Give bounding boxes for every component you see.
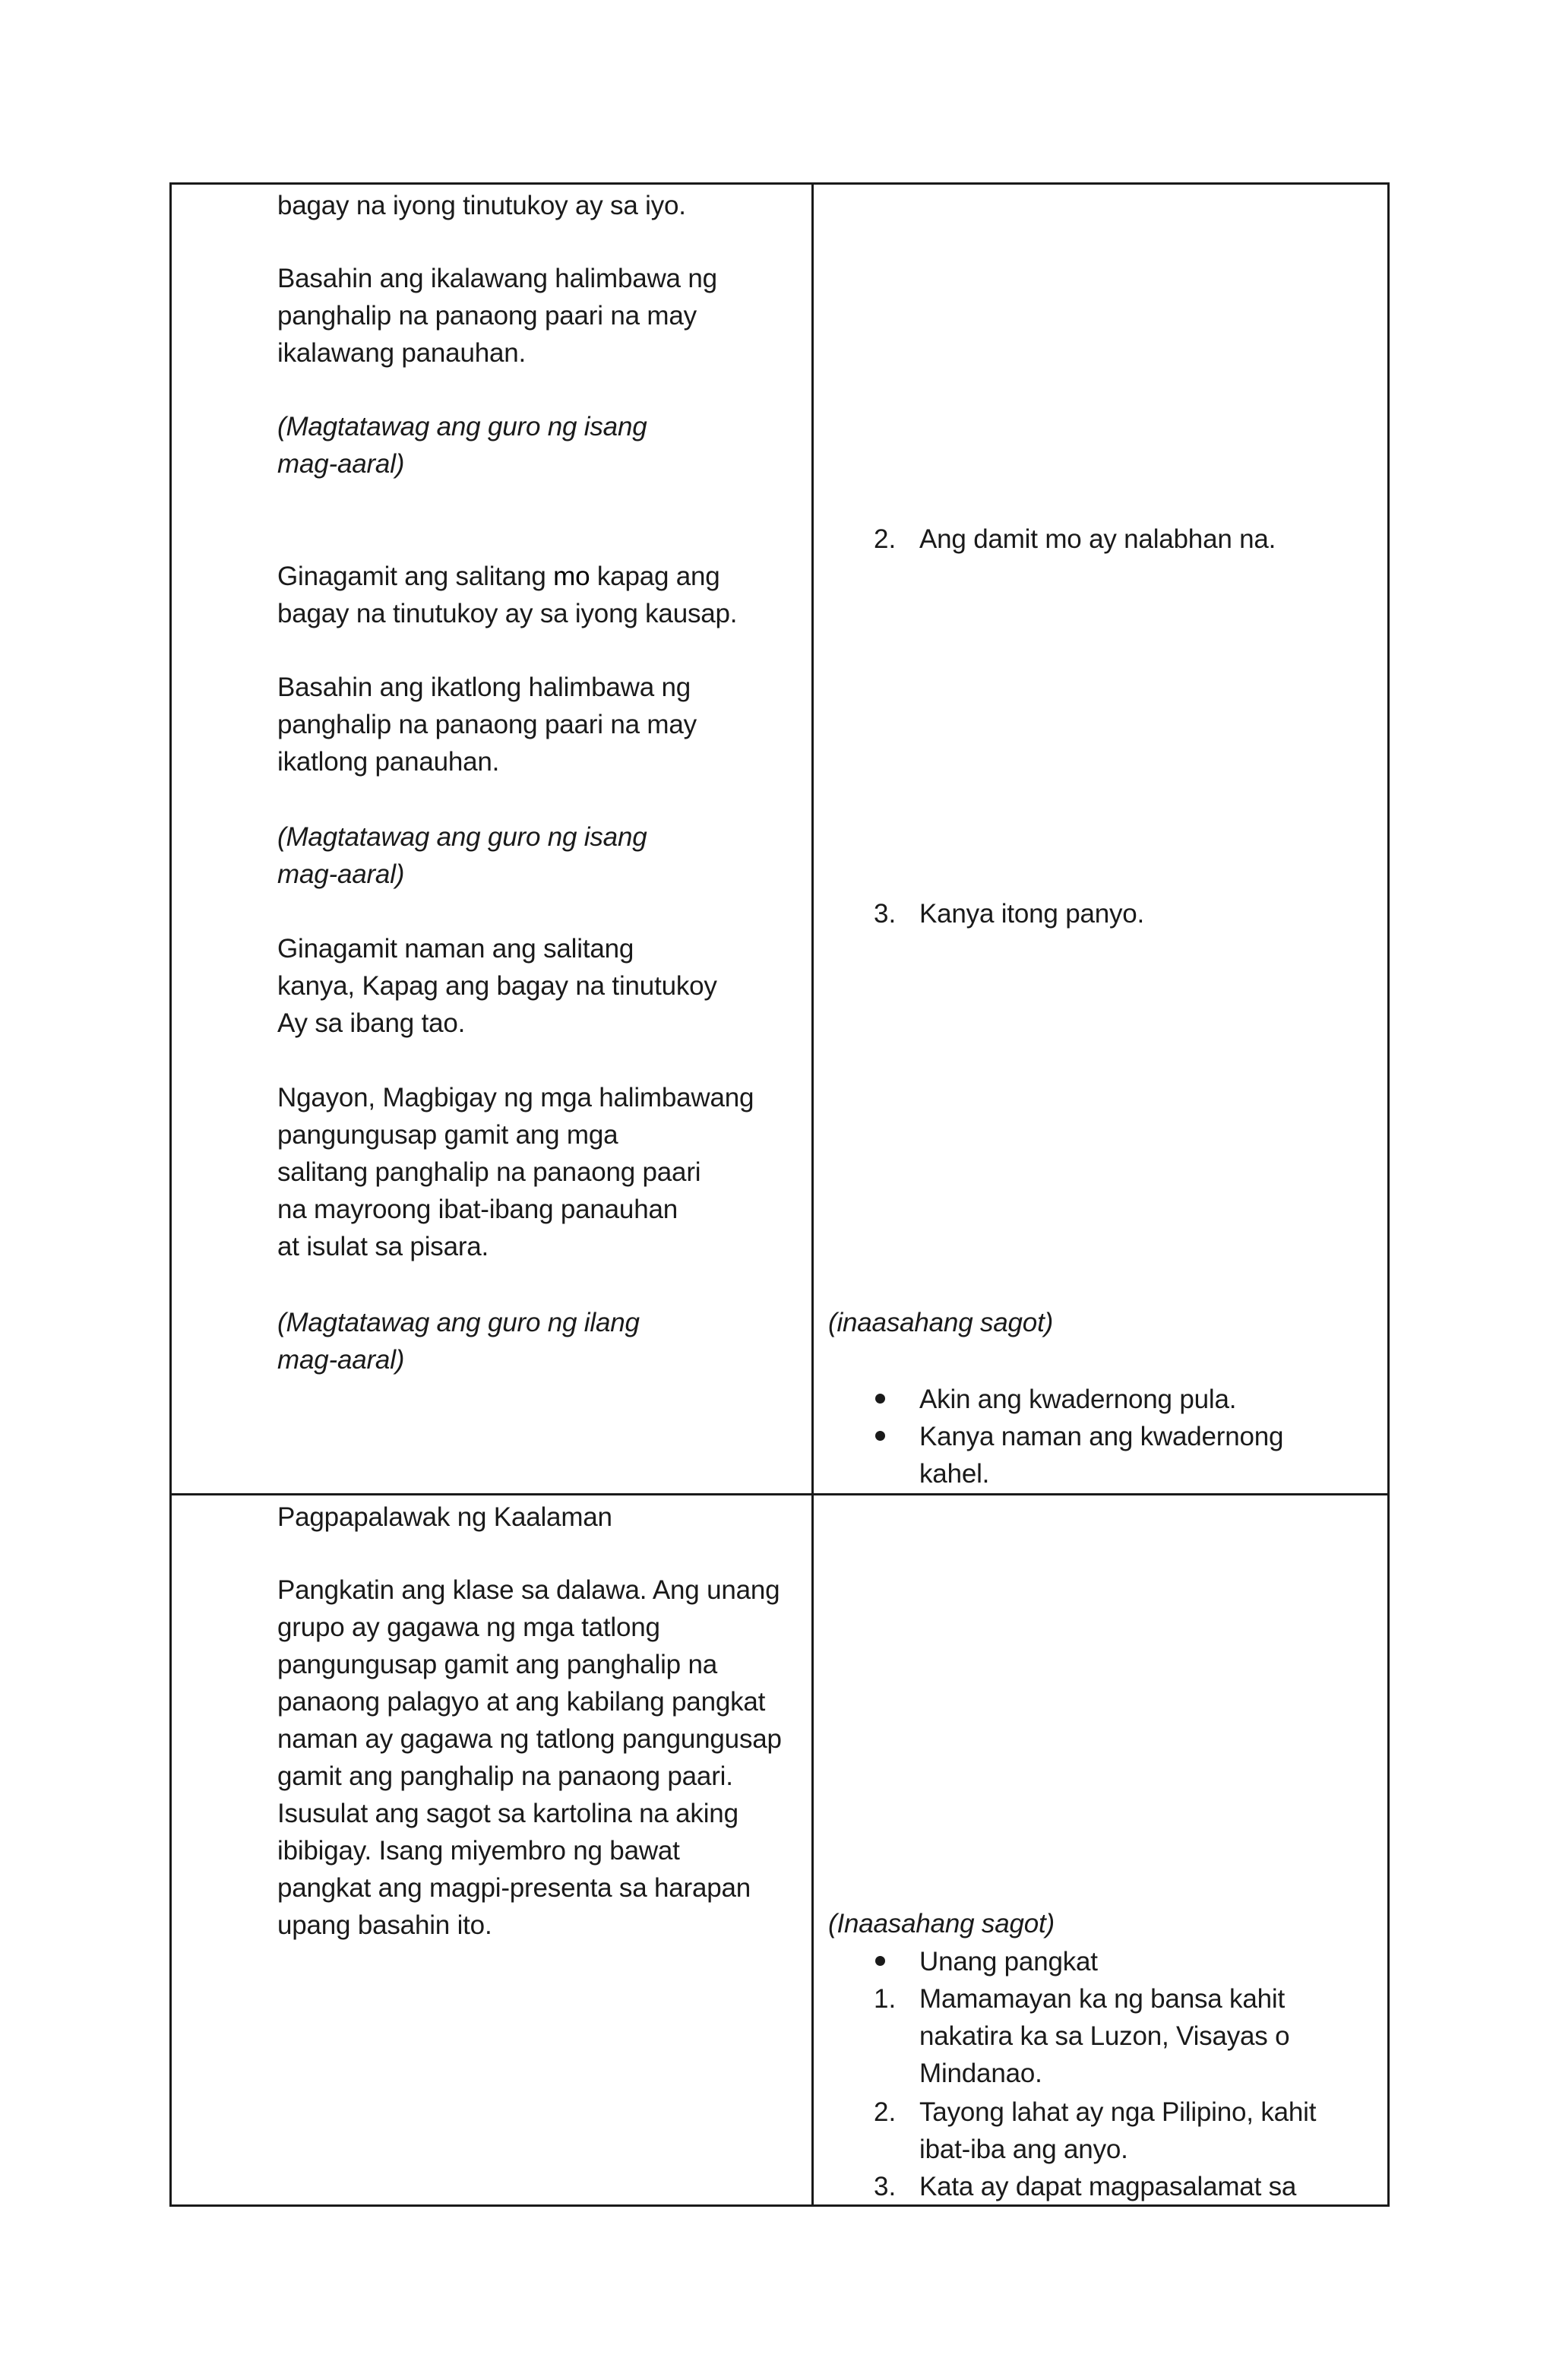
paragraph-line: Basahin ang ikatlong halimbawa ng [277,673,691,702]
text-run: Ginagamit ang salitang [277,562,554,591]
paragraph-line: pangungusap gamit ang mga [277,1120,618,1150]
list-item-continuation [919,2018,1289,2055]
paragraph-line: salitang panghalip na panaong paari [277,1157,701,1187]
highlight-word: kanya, [277,971,355,1001]
list-item [919,521,1276,558]
table-left-border [169,182,172,2207]
teacher-note: mag-aaral) [277,859,405,889]
paragraph-line: Ay sa ibang tao. [277,1008,466,1038]
list-item [919,895,1144,932]
paragraph-line: na mayroong ibat-ibang panauhan [277,1195,678,1224]
paragraph-line: ikalawang panauhan. [277,338,527,368]
paragraph-line: bagay na iyong tinutukoy ay sa iyo. [277,191,686,220]
text-run: Kapag ang bagay na tinutukoy [354,971,717,1001]
paragraph-line: pangkat ang magpi-presenta sa harapan [277,1873,751,1903]
list-item [919,2168,1296,2205]
text-run: ay nalabhan na. [1081,524,1276,554]
list-number: 2. [874,524,897,554]
paragraph-line: Ngayon, Magbigay ng mga halimbawang [277,1083,754,1112]
paragraph-line: ikatlong panauhan. [277,747,500,777]
paragraph-line: Ginagamit naman ang salitang [277,934,634,964]
text-run: sa Luzon, Visayas o [1048,2021,1290,2051]
table-top-border [169,182,1390,185]
paragraph-line: ibibigay. Isang miyembro ng bawat [277,1836,680,1866]
paragraph-line: grupo ay gagawa ng mga tatlong [277,1613,660,1642]
highlight-word: mo [553,562,590,591]
paragraph-line: panghalip na panaong paari na may [277,301,697,331]
text-run: ay dapat magpasalamat sa [973,2172,1297,2201]
teacher-note: (Magtatawag ang guro ng ilang [277,1308,640,1337]
highlight-word: ka [1020,2021,1048,2051]
bullet-icon [875,1431,885,1441]
teacher-note: (Magtatawag ang guro ng isang [277,412,647,442]
highlight-word: mo [1045,524,1082,554]
text-run: kapag ang [590,562,720,591]
paragraph-line: panaong palagyo at ang kabilang pangkat [277,1687,766,1717]
list-item: Akin ang kwadernong pula. [919,1385,1237,1414]
text-run: lahat ay nga Pilipino, kahit [1004,2097,1317,2127]
list-number: 1. [874,1984,897,2014]
teacher-note: mag-aaral) [277,449,405,479]
list-item: Mamamayan ka ng bansa kahit [919,1984,1285,2014]
paragraph-line [277,558,720,595]
expected-answer-label: (Inaasahang sagot) [828,1909,1055,1938]
text-run: Ang damit [919,524,1045,554]
list-item: Unang pangkat [919,1947,1098,1976]
paragraph-line: bagay na tinutukoy ay sa iyong kausap. [277,599,738,628]
list-item [919,2094,1316,2131]
row-divider [169,1493,1390,1495]
paragraph-line: panghalip na panaong paari na may [277,710,697,739]
table-right-border [1387,182,1390,2207]
paragraph-line: Pangkatin ang klase sa dalawa. Ang unang [277,1575,780,1605]
list-number: 3. [874,899,897,929]
bullet-icon [875,1956,885,1966]
bullet-icon [875,1394,885,1404]
column-divider [811,182,814,2207]
list-item-continuation: kahel. [919,1459,990,1489]
teacher-note: (Magtatawag ang guro ng isang [277,822,647,852]
paragraph-line: upang basahin ito. [277,1910,492,1940]
list-item: Kanya naman ang kwadernong [919,1422,1284,1451]
highlight-word: Kata [919,2172,974,2201]
highlight-word: Kanya [919,899,995,929]
text-run: nakatira [919,2021,1020,2051]
list-number: 2. [874,2097,897,2127]
highlight-word: Tayong [919,2097,1004,2127]
paragraph-line: Basahin ang ikalawang halimbawa ng [277,264,717,293]
paragraph-line: naman ay gagawa ng tatlong pangungusap [277,1724,782,1754]
paragraph-line: pangungusap gamit ang panghalip na [277,1650,717,1679]
list-number: 3. [874,2172,897,2201]
text-run: itong panyo. [994,899,1145,929]
paragraph-line: at isulat sa pisara. [277,1232,489,1261]
teacher-note: mag-aaral) [277,1345,405,1375]
section-heading: Pagpapalawak ng Kaalaman [277,1502,612,1532]
list-item-continuation: Mindanao. [919,2059,1042,2088]
expected-answer-label: (inaasahang sagot) [828,1308,1054,1337]
paragraph-line: Isusulat ang sagot sa kartolina na aking [277,1799,738,1828]
paragraph-line [277,967,717,1005]
paragraph-line: gamit ang panghalip na panaong paari. [277,1761,733,1791]
list-item-continuation: ibat-iba ang anyo. [919,2135,1128,2164]
